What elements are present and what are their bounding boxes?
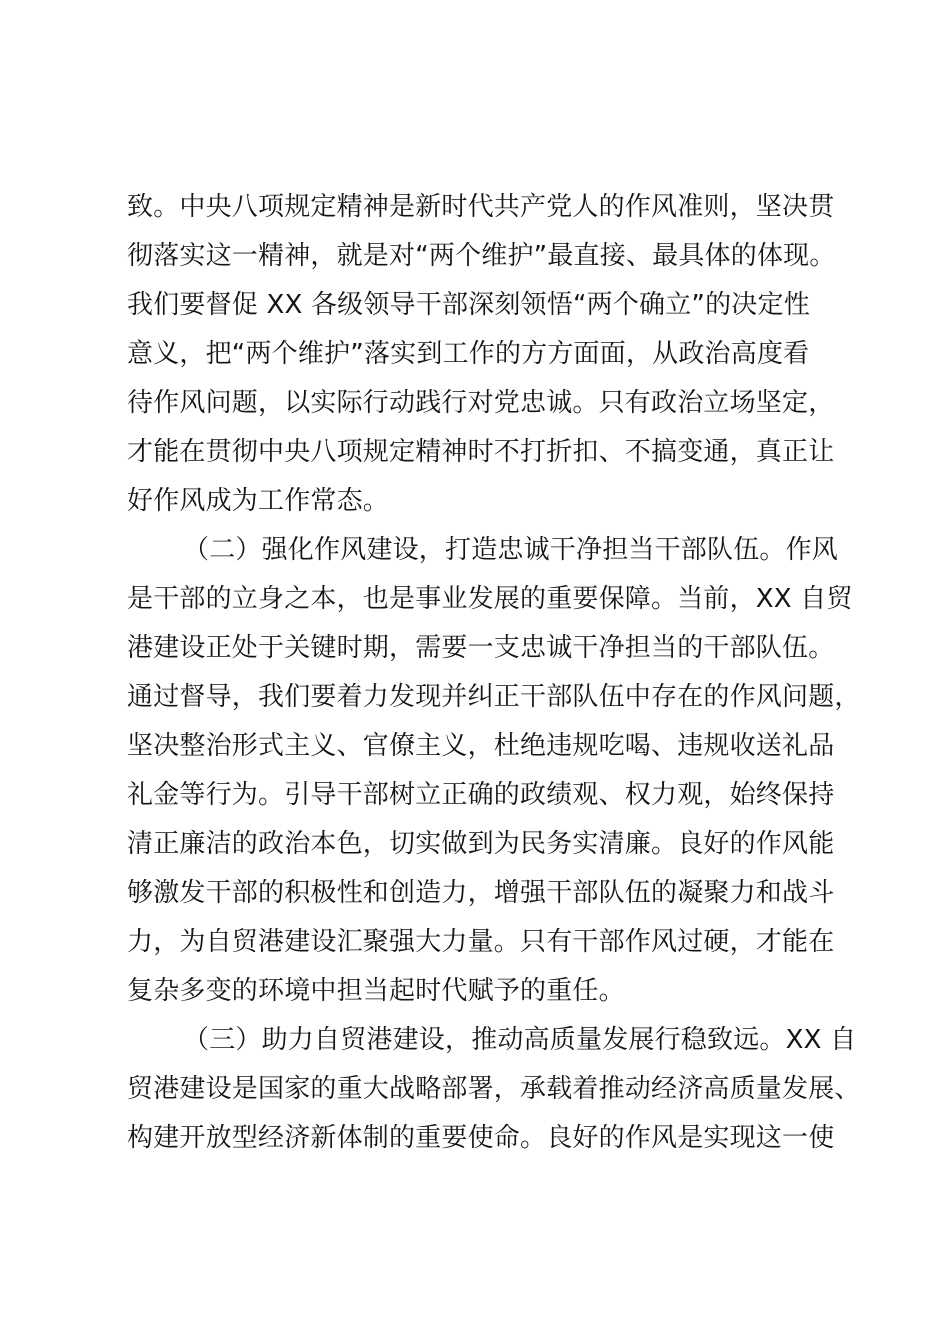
line-text: 坚决整治形式主义、官僚主义，杜绝违规吃喝、违规收送礼品 — [127, 731, 835, 761]
text-line — [127, 624, 857, 673]
line-text: 港建设正处于关键时期，需要一支忠诚干净担当的干部队伍。 — [127, 633, 835, 663]
line-text: 才能在贯彻中央八项规定精神时不打折扣、不搞变通，真正让 — [127, 437, 835, 467]
text-line — [127, 477, 857, 526]
line-text: 待作风问题，以实际行动践行对党忠诚。只有政治立场坚定， — [127, 388, 835, 418]
text-line — [127, 428, 857, 477]
text-line — [127, 183, 857, 232]
line-text: 通过督导，我们要着力发现并纠正干部队伍中存在的作风问题， — [127, 682, 861, 712]
line-text: 清正廉洁的政治本色，切实做到为民务实清廉。良好的作风能 — [127, 829, 835, 859]
text-line — [127, 918, 857, 967]
section-heading-line — [127, 526, 857, 575]
text-line — [127, 575, 857, 624]
line-text: 贸港建设是国家的重大战略部署，承载着推动经济高质量发展、 — [127, 1074, 861, 1104]
line-text: （二）强化作风建设，打造忠诚干净担当干部队伍。作风 — [183, 535, 839, 565]
line-text: 力，为自贸港建设汇聚强大力量。只有干部作风过硬，才能在 — [127, 927, 835, 957]
line-text: 礼金等行为。引导干部树立正确的政绩观、权力观，始终保持 — [127, 780, 835, 810]
text-line — [127, 281, 857, 330]
text-line — [127, 330, 857, 379]
text-line — [127, 379, 857, 428]
line-text: 致。中央八项规定精神是新时代共产党人的作风准则，坚决贯 — [127, 192, 835, 222]
line-text: 复杂多变的环境中担当起时代赋予的重任。 — [127, 976, 625, 1006]
text-line — [127, 771, 857, 820]
text-line — [127, 232, 857, 281]
body-text — [127, 183, 861, 1163]
text-line — [127, 673, 861, 722]
line-text: 我们要督促 XX 各级领导干部深刻领悟“两个确立”的决定性 — [127, 290, 810, 320]
line-text: 是干部的立身之本，也是事业发展的重要保障。当前，XX 自贸 — [127, 584, 853, 614]
text-line — [127, 820, 857, 869]
line-text: 彻落实这一精神，就是对“两个维护”最直接、最具体的体现。 — [127, 241, 836, 271]
text-line — [127, 722, 857, 771]
text-line — [127, 1114, 857, 1163]
line-text: 意义，把“两个维护”落实到工作的方方面面，从政治高度看 — [127, 339, 810, 369]
text-line — [127, 869, 857, 918]
text-line — [127, 967, 857, 1016]
line-text: 好作风成为工作常态。 — [127, 486, 390, 516]
line-text: 够激发干部的积极性和创造力，增强干部队伍的凝聚力和战斗 — [127, 878, 835, 908]
line-text: 构建开放型经济新体制的重要使命。良好的作风是实现这一使 — [127, 1123, 835, 1153]
text-line — [127, 1065, 861, 1114]
line-text: （三）助力自贸港建设，推动高质量发展行稳致远。XX 自 — [183, 1025, 857, 1055]
section-heading-line — [127, 1016, 857, 1065]
